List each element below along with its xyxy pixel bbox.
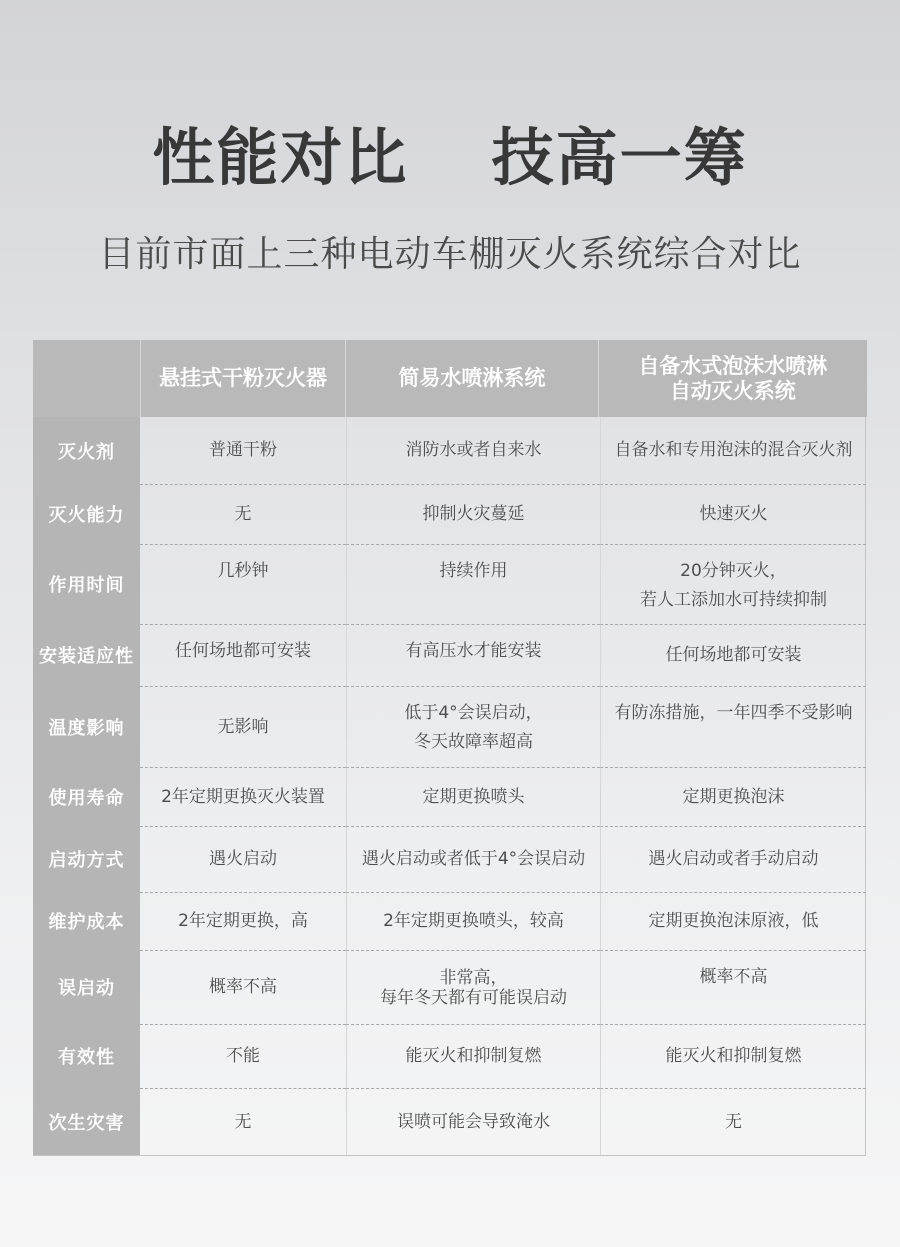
page-title: 性能对比 技高一筹 [152, 121, 748, 194]
table-cell-c3 [600, 1088, 866, 1155]
cell-text: 20分钟灭火， [680, 561, 787, 581]
table-cell-c3 [600, 484, 866, 544]
table-cell-c2 [346, 686, 600, 767]
cell-text: 任何场地都可安装 [665, 645, 802, 665]
table-row [33, 544, 865, 624]
table-row [33, 767, 865, 826]
row-label: 使用寿命 [33, 767, 140, 826]
table-cell-c1 [140, 544, 346, 624]
table-cell-c2 [346, 1088, 600, 1155]
cell-text: 有防冻措施，一年四季不受影响 [614, 703, 853, 723]
row-label: 误启动 [33, 950, 140, 1024]
table-row [33, 417, 865, 484]
header-col-dry-powder [140, 340, 346, 417]
row-label: 有效性 [33, 1024, 140, 1088]
table-cell-c1 [140, 1024, 346, 1088]
table-row [33, 950, 865, 1024]
table-cell-c3 [600, 767, 866, 826]
cell-text: 概率不高 [699, 967, 768, 987]
table-cell-c1 [140, 417, 346, 484]
cell-text: 若人工添加水可持续抑制 [640, 590, 827, 610]
cell-text: 误喷可能会导致淹水 [397, 1111, 550, 1132]
table-cell-c2 [346, 950, 600, 1024]
comparison-table [33, 340, 866, 1156]
cell-text: 无影响 [217, 716, 269, 737]
table-cell-c1 [140, 767, 346, 826]
cell-text: 遇火启动或者低于4°会误启动 [361, 849, 586, 869]
table-cell-c3 [600, 544, 866, 624]
table-header-row [33, 340, 866, 417]
cell-text: 无 [725, 1111, 742, 1132]
table-cell-c1 [140, 686, 346, 767]
cell-text: 普通干粉 [209, 440, 277, 460]
table-row [33, 826, 865, 892]
table-cell-c3 [600, 950, 866, 1024]
cell-text: 自备水和专用泡沫的混合灭火剂 [614, 440, 853, 460]
cell-text: 2年定期更换灭火装置 [161, 786, 325, 807]
table-cell-c3 [600, 826, 866, 892]
row-label: 维护成本 [33, 892, 140, 950]
table-row [33, 686, 865, 767]
cell-text: 定期更换喷头 [422, 786, 525, 807]
cell-text: 能灭火和抑制复燃 [665, 1046, 802, 1066]
table-cell-c2 [346, 624, 600, 686]
table-row [33, 892, 865, 950]
page-subtitle: 目前市面上三种电动车棚灭火系统综合对比 [98, 234, 802, 275]
header-col-simple-sprinkler [345, 340, 597, 417]
table-cell-c2 [346, 1024, 600, 1088]
table-cell-c3 [600, 624, 866, 686]
cell-text: 冬天故障率超高 [414, 732, 533, 752]
table-cell-c1 [140, 624, 346, 686]
table-row [33, 1024, 865, 1088]
cell-text: 持续作用 [439, 561, 508, 581]
table-cell-c2 [346, 826, 600, 892]
header-corner [33, 340, 140, 417]
row-label: 启动方式 [33, 826, 140, 892]
table-cell-c1 [140, 1088, 346, 1155]
cell-text: 2年定期更换，高 [178, 911, 308, 931]
cell-text: 遇火启动 [209, 849, 277, 869]
cell-text: 非常高， [439, 967, 508, 988]
cell-text: 遇火启动或者手动启动 [648, 849, 819, 869]
row-label: 灭火剂 [33, 417, 140, 484]
row-label: 灭火能力 [33, 484, 140, 544]
table-cell-c1 [140, 484, 346, 544]
cell-text: 无 [234, 504, 252, 524]
header-label: 简易水喷淋系统 [398, 366, 546, 390]
cell-text: 每年冬天都有可能误启动 [380, 987, 567, 1008]
table-cell-c2 [346, 544, 600, 624]
table-row [33, 484, 865, 544]
cell-text: 2年定期更换喷头，较高 [383, 911, 564, 931]
table-row [33, 1088, 865, 1155]
table-body [33, 417, 866, 1156]
table-cell-c2 [346, 892, 600, 950]
cell-text: 低于4°会误启动， [404, 703, 543, 723]
cell-text: 能灭火和抑制复燃 [405, 1046, 542, 1066]
row-label: 温度影响 [33, 686, 140, 767]
table-cell-c2 [346, 767, 600, 826]
table-cell-c1 [140, 892, 346, 950]
table-cell-c2 [346, 484, 600, 544]
header-col-foam-sprinkler [598, 340, 867, 417]
row-label: 作用时间 [33, 544, 140, 624]
table-cell-c2 [346, 417, 600, 484]
cell-text: 无 [234, 1111, 252, 1132]
table-cell-c1 [140, 826, 346, 892]
header-label: 悬挂式干粉灭火器 [159, 366, 327, 390]
cell-text: 概率不高 [209, 977, 277, 997]
table-cell-c1 [140, 950, 346, 1024]
table-row [33, 624, 865, 686]
cell-text: 快速灭火 [699, 504, 768, 524]
cell-text: 定期更换泡沫原液，低 [648, 911, 819, 931]
table-cell-c3 [600, 686, 866, 767]
table-cell-c3 [600, 892, 866, 950]
row-label: 次生灾害 [33, 1088, 140, 1155]
header-label: 自备水式泡沫水喷淋 自动灭火系统 [638, 353, 828, 403]
row-label: 安装适应性 [33, 624, 140, 686]
cell-text: 几秒钟 [217, 561, 269, 581]
cell-text: 有高压水才能安装 [405, 641, 542, 661]
cell-text: 消防水或者自来水 [405, 440, 542, 460]
cell-text: 抑制火灾蔓延 [422, 504, 525, 524]
cell-text: 任何场地都可安装 [175, 641, 311, 661]
table-cell-c3 [600, 417, 866, 484]
table-cell-c3 [600, 1024, 866, 1088]
cell-text: 不能 [226, 1046, 260, 1066]
cell-text: 定期更换泡沫 [682, 786, 785, 807]
